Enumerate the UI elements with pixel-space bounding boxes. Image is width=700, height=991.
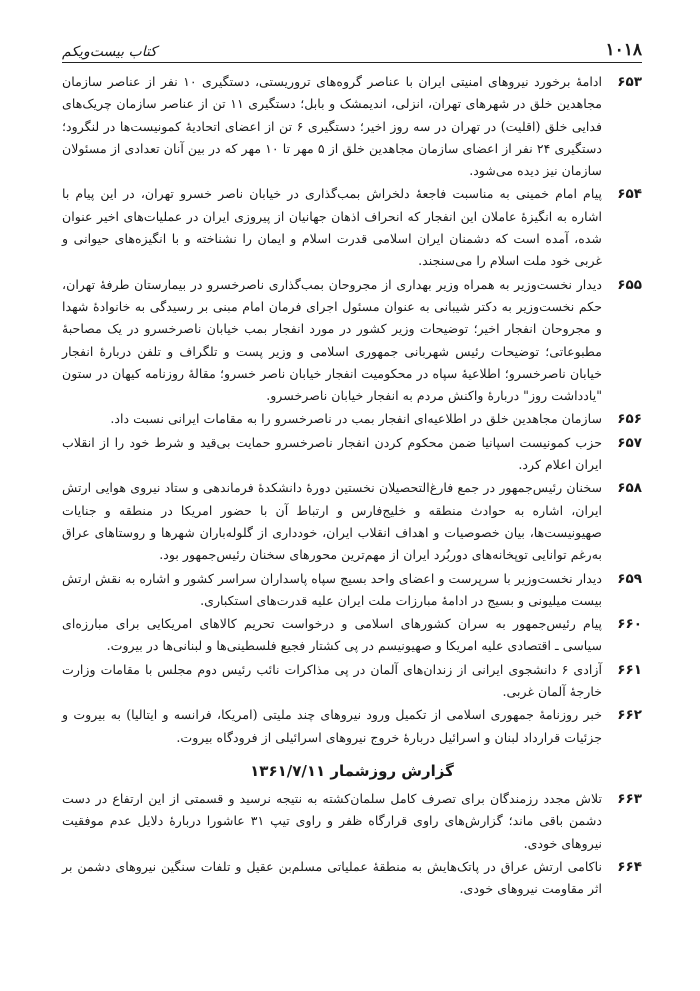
chronology-entry [62, 704, 642, 749]
entry-number: ۶۵۶ [617, 411, 642, 428]
entry-text: دیدار نخست‌وزیر با سرپرست و اعضای واحد بسیج سپاه پاسداران سراسر کشور و اشاره به نقش ارتش بیست میلیونی و بسیج در ادامهٔ مبارزات ملت ایران علیه قدرت‌های استکباری. [62, 570, 602, 608]
entry-number: ۶۶۳ [617, 790, 642, 807]
chronology-entry [62, 408, 642, 430]
entry-number: ۶۵۷ [617, 434, 642, 451]
entries-after-section [62, 788, 642, 900]
page-number: ۱۰۱۸ [605, 40, 642, 60]
entry-number: ۶۵۹ [617, 570, 642, 587]
entry-text: خبر روزنامهٔ جمهوری اسلامی از تکمیل ورود نیروهای چند ملیتی (امریکا، فرانسه و ایتالیا) به بیروت و جزئیات قرارداد لبنان و اسرائیل دربارهٔ خروج نیروهای اسرائیلی از فرودگاه بیروت. [62, 707, 602, 745]
entry-text: تلاش مجدد رزمندگان برای تصرف کامل سلمان‌کشته به نتیجه نرسید و قسمتی از این ارتفاع در دست دشمن باقی ماند؛ گزارش‌های راوی قرارگاه ظفر و راوی تیپ ۳۱ عاشورا دربارهٔ دلایل عدم موفقیت نیروهای خودی. [62, 790, 602, 851]
chronology-entry [62, 613, 642, 658]
section-heading: گزارش روزشمار ۱۳۶۱/۷/۱۱ [250, 761, 454, 780]
entry-number: ۶۶۱ [617, 661, 642, 678]
chronology-entry [62, 856, 642, 901]
chronology-entry [62, 274, 642, 408]
entry-text: ناکامی ارتش عراق در پاتک‌هایش به منطقهٔ عملیاتی مسلم‌بن عقیل و تلفات سنگین نیروهای دشمن بر اثر مقاومت نیروهای خودی. [62, 858, 602, 897]
entry-text: ادامهٔ برخورد نیروهای امنیتی ایران با عناصر گروه‌های تروریستی، دستگیری ۱۰ نفر از عناصر سازمان مجاهدین خلق در شهرهای تهران، انزلی، اندیمشک و بابل؛ دستگیری ۱۱ تن از عناصر سازمان چریک‌های فدایی خلق (اقلیت) در تهران در سه روز اخیر؛ دستگیری ۶ تن از اعضای اتحادیهٔ کمونیست‌ها در لنگرود؛ دستگیری ۲۴ نفر از اعضای سازمان مجاهدین خلق از ۵ مهر تا ۱۰ مهر که در بین آنان تعدادی از مسئولان سازمان نیز دیده می‌شود. [62, 74, 603, 179]
chronology-entry [62, 432, 642, 477]
running-head [62, 30, 642, 63]
entry-number: ۶۶۲ [617, 707, 642, 724]
entry-text: آزادی ۶ دانشجوی ایرانی از زندان‌های آلمان در پی مذاکرات نائب رئیس دوم مجلس با مقامات وزارت خارجهٔ آلمان غربی. [62, 661, 602, 700]
entry-text: حزب کمونیست اسپانیا ضمن محکوم کردن انفجار ناصرخسرو حمایت بی‌قید و شرط خود را از انقلاب ایران اعلام کرد. [62, 434, 602, 473]
entry-number: ۶۶۴ [617, 858, 642, 875]
entry-text: سخنان رئیس‌جمهور در جمع فارغ‌التحصیلان نخستین دورهٔ دانشکدهٔ فرماندهی و ستاد نیروی هوایی ارتش ایران، اشاره به حوادث منطقه و خلیج‌فارس و ارتباط آن با حضور امریکا در منطقه و جنایات صهیونیست‌ها، بیان خصوصیات و اهداف انقلاب ایران، خودداری از گلوله‌باران شهرها و روستاهای عراق به‌رغم توانایی توپخانه‌های دوربُرد ایران از مهم‌ترین محورهای سخنان رئیس‌جمهور بود. [62, 480, 602, 563]
entry-number: ۶۵۳ [617, 74, 642, 90]
entry-number: ۶۶۰ [617, 616, 642, 633]
entry-text: سازمان مجاهدین خلق در اطلاعیه‌ای انفجار بمب در ناصرخسرو را به مقامات ایرانی نسبت داد. [110, 411, 602, 427]
chronology-entry [62, 183, 642, 272]
entry-number: ۶۵۵ [617, 276, 642, 293]
entries-before-section [62, 71, 642, 749]
entry-number: ۶۵۸ [617, 480, 642, 497]
book-page [62, 30, 642, 901]
book-title: کتاب بیست‌ویکم [62, 44, 157, 60]
chronology-entry [62, 659, 642, 704]
chronology-entry [62, 788, 642, 855]
chronology-entry [62, 477, 642, 566]
chronology-entry [62, 71, 642, 182]
entry-text: پیام امام خمینی به مناسبت فاجعهٔ دلخراش بمب‌گذاری در خیابان ناصر خسرو تهران، در این پیام با اشاره به انگیزهٔ عاملان این انفجار که انحراف اذهان جهانیان از پیروزی ایران در عملیات‌های اخیر عنوان شده، آمده است که دشمنان ایران اسلامی قدرت اسلام و ایمان را نشناخته و با انگیزه‌های حیوانی و غربی خود ملت اسلام را می‌سنجند. [62, 186, 602, 269]
entry-text: دیدار نخست‌وزیر به همراه وزیر بهداری از مجروحان بمب‌گذاری ناصرخسرو در بیمارستان طرفهٔ تهران، حکم نخست‌وزیر به دکتر شیبانی به عنوان مسئول اجرای فرمان امام مبنی بر رسیدگی به خانوادهٔ شهدا و مجروحان انفجار اخیر؛ توضیحات وزیر کشور در مورد انفجار بمب خیابان ناصرخسرو در یک مصاحبهٔ مطبوعاتی؛ توضیحات رئیس شهربانی جمهوری اسلامی و وزیر پست و تلگراف و تلفن دربارهٔ انفجار خیابان ناصرخسرو؛ اطلاعیهٔ سپاه در محکومیت انفجار خیابان ناصر خسرو؛ مقالهٔ روزنامه کیهان در ستون "یادداشت روز" دربارهٔ واکنش مردم به انفجار خیابان ناصرخسرو. [62, 276, 602, 404]
entry-number: ۶۵۴ [617, 186, 642, 203]
chronology-entry [62, 568, 642, 613]
entry-text: پیام رئیس‌جمهور به سران کشورهای اسلامی و درخواست تحریم کالاهای امریکایی برای مبارزه‌ای سیاسی ـ اقتصادی علیه امریکا و صهیونیسم در پی کشتار فجیع فلسطینی‌ها و لبنانی‌ها در بیروت. [62, 616, 602, 654]
